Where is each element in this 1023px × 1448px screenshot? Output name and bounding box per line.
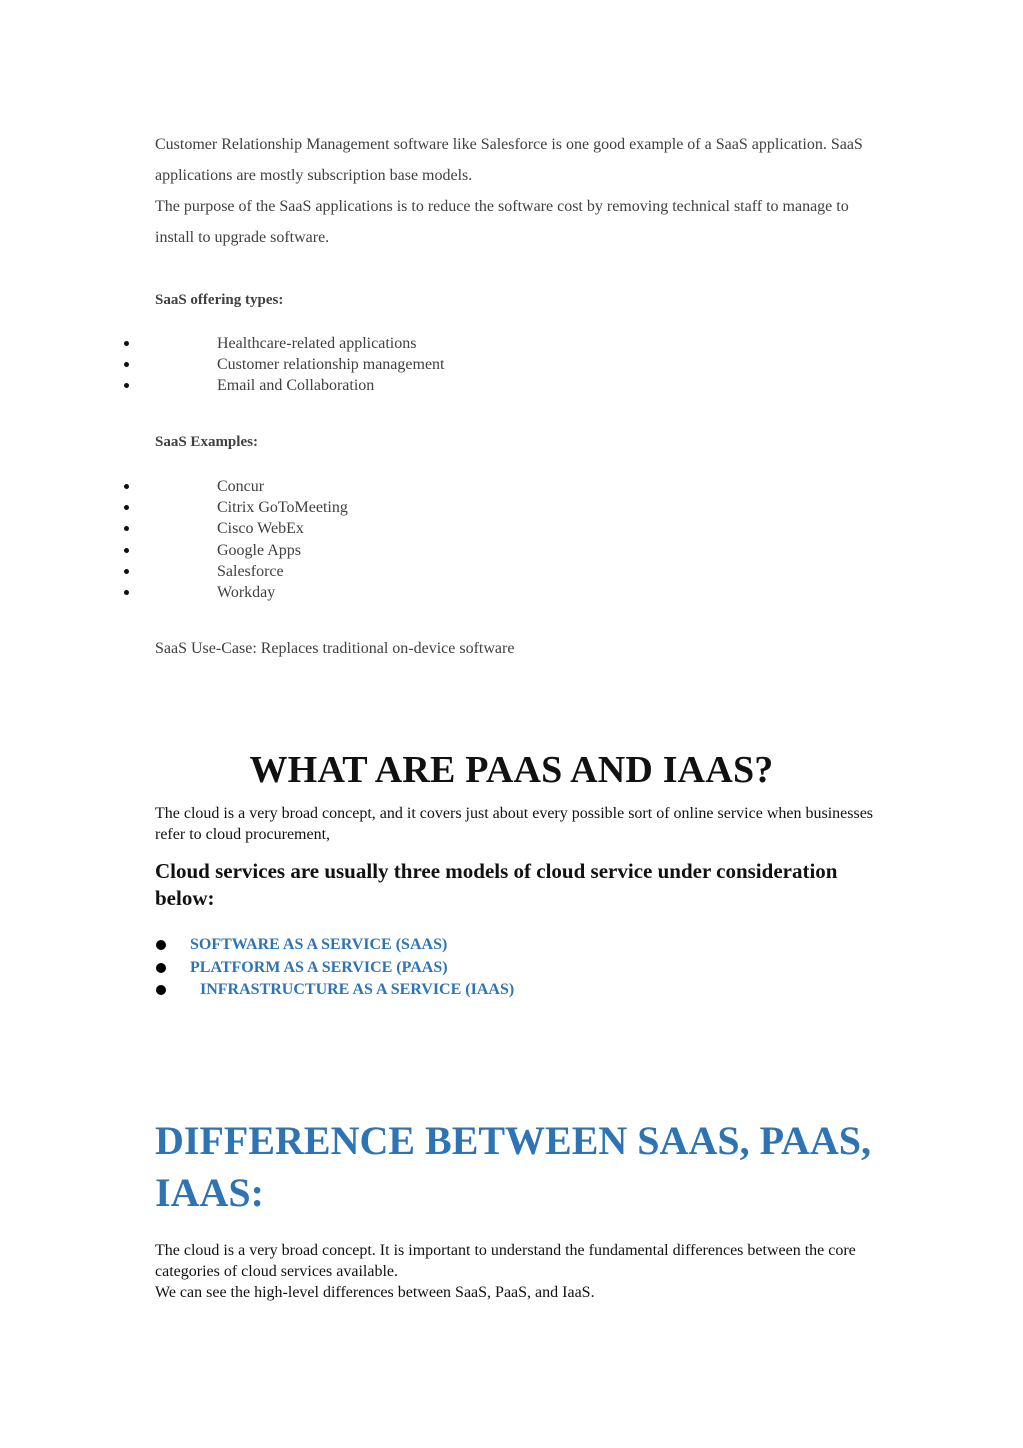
bullet-icon [156, 985, 166, 995]
difference-paragraph-1: The cloud is a very broad concept. It is important to understand the fundamental differences between the core categories of cloud services available. [155, 1242, 856, 1280]
intro-paragraph-1: Customer Relationship Management software like Salesforce is one good example of a SaaS application. SaaS applications are mostly subscription base models. [155, 136, 863, 184]
examples-heading: SaaS Examples: [155, 434, 258, 450]
list-item [0, 497, 900, 518]
list-item [0, 561, 900, 582]
list-item [0, 540, 900, 561]
bullet-icon [124, 362, 129, 367]
list-item-label: Workday [217, 583, 276, 601]
list-item [0, 934, 900, 957]
intro-paragraph-2: The purpose of the SaaS applications is to reduce the software cost by removing technical staff to manage to install to upgrade software. [155, 198, 849, 246]
use-case-text: SaaS Use-Case: Replaces traditional on-device software [155, 640, 515, 657]
difference-title: DIFFERENCE BETWEEN SAAS, PAAS, IAAS: [155, 1118, 872, 1215]
bullet-icon [124, 526, 129, 531]
list-item-label: Concur [217, 478, 265, 495]
list-item [0, 518, 900, 539]
bullet-icon [124, 569, 129, 574]
paas-iaas-title: WHAT ARE PAAS AND IAAS? [249, 749, 774, 791]
offering-types-heading: SaaS offering types: [155, 292, 284, 308]
cloud-models-subheading: Cloud services are usually three models of cloud service under consideration below: [155, 859, 838, 910]
model-iaas-link[interactable]: INFRASTRUCTURE AS A SERVICE (IAAS) [200, 981, 515, 998]
list-item-label: Cisco WebEx [217, 520, 304, 538]
list-item [0, 979, 900, 1002]
list-item-label: Customer relationship management [217, 356, 445, 374]
list-item-label: Healthcare-related applications [217, 335, 417, 352]
list-item [0, 476, 900, 497]
list-item-label: Citrix GoToMeeting [217, 499, 348, 517]
list-item-label: Google Apps [217, 541, 301, 559]
bullet-icon [156, 940, 166, 950]
list-item-label: Email and Collaboration [217, 377, 375, 395]
bullet-icon [124, 590, 129, 595]
offering-types-list [0, 333, 900, 397]
list-item [0, 582, 900, 603]
model-paas-link[interactable]: PLATFORM AS A SERVICE (PAAS) [190, 958, 448, 976]
bullet-icon [124, 548, 129, 553]
list-item [0, 333, 900, 354]
bullet-icon [124, 484, 129, 489]
list-item [0, 957, 900, 980]
paas-iaas-paragraph: The cloud is a very broad concept, and it covers just about every possible sort of online service when businesses refer to cloud procurement, [155, 805, 874, 843]
list-item-label: Salesforce [217, 562, 284, 580]
list-item [0, 354, 900, 375]
list-item [0, 375, 900, 396]
bullet-icon [124, 505, 129, 510]
bullet-icon [156, 963, 166, 973]
bullet-icon [124, 341, 129, 346]
cloud-models-list [0, 934, 900, 1002]
difference-paragraph-2: We can see the high-level differences between SaaS, PaaS, and IaaS. [155, 1284, 595, 1301]
examples-list [0, 476, 900, 603]
model-saas-link[interactable]: SOFTWARE AS A SERVICE (SAAS) [190, 936, 448, 953]
bullet-icon [124, 383, 129, 388]
